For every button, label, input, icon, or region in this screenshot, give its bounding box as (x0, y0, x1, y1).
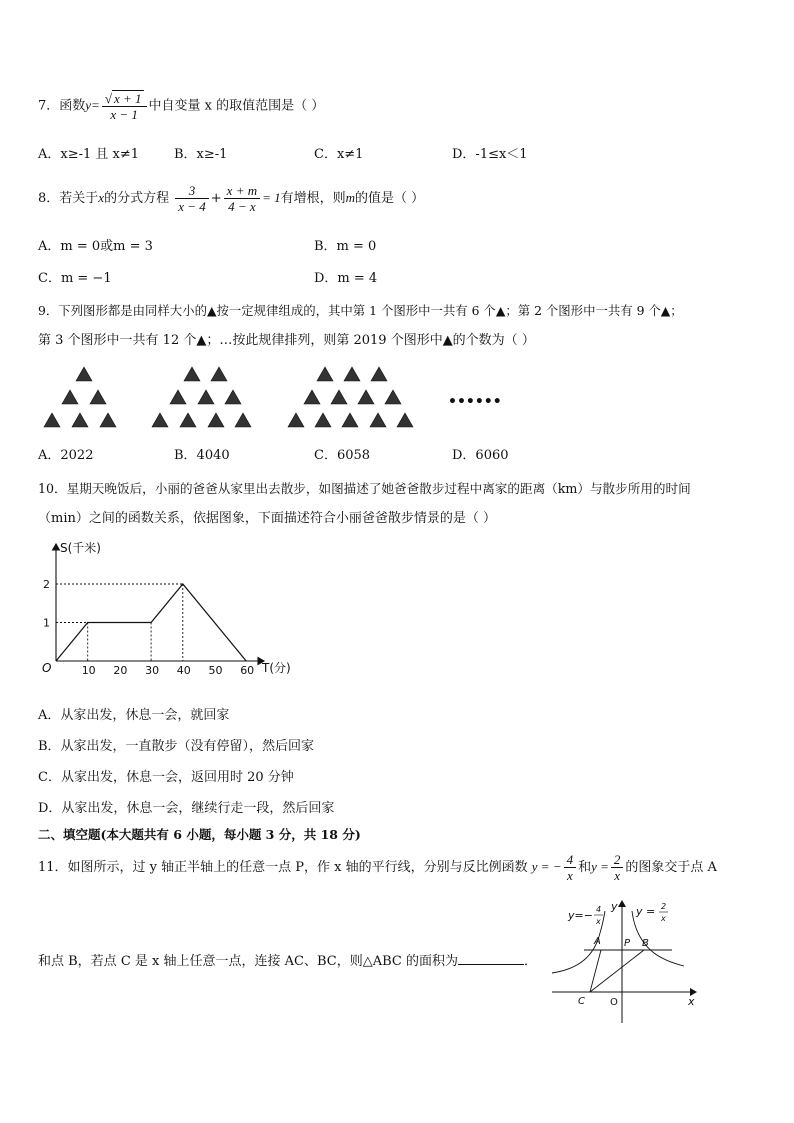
triangle-icon (342, 413, 358, 427)
triangle-icon (371, 367, 387, 381)
triangle-icon (317, 367, 333, 381)
label-x: x (688, 995, 695, 1008)
q9-option-c: C．6058 (314, 448, 371, 463)
q10-line1: 10．星期天晚饭后，小丽的爸爸从家里出去散步，如图描述了她爸爸散步过程中离家的距离（km）与散步所用的时间 (38, 481, 691, 496)
q7-option-d: D．-1≤x＜1 (452, 147, 528, 162)
q10-option-a: A．从家出发，休息一会，就回家 (38, 708, 230, 723)
q8-option-b: B．m = 0 (314, 239, 377, 254)
svg-text:4: 4 (596, 905, 602, 914)
triangle-icon (184, 367, 200, 381)
y-axis-label: S(千米) (60, 541, 101, 555)
q9-option-b: B．4040 (174, 448, 230, 463)
q7-fraction: $\frac{√ x + 1}{x - 1}$ (102, 90, 147, 122)
triangle-icon (370, 413, 386, 427)
q8-option-d: D．m = 4 (314, 271, 378, 286)
label-A: A (594, 936, 601, 947)
q10-option-c: C．从家出发，休息一会，返回用时 20 分钟 (38, 770, 294, 785)
q9-ellipsis: •••••• (448, 394, 502, 410)
q11-fraction-1: $\frac{4}{x}$ (564, 852, 577, 883)
svg-text:x: x (661, 914, 666, 923)
q11-fraction-2: $\frac{2}{x}$ (611, 852, 624, 883)
q7-prefix: 7．函数 (38, 98, 86, 114)
label-y: y (611, 900, 618, 913)
triangle-icon (304, 390, 320, 404)
label-P: P (624, 938, 631, 949)
q7-option-a: A．x≥-1 且 x≠1 (38, 147, 140, 162)
q11-figure (548, 897, 700, 1025)
triangle-icon (90, 390, 106, 404)
triangle-icon (288, 413, 304, 427)
triangle-icon (76, 367, 92, 381)
q7-yeq: y= (85, 97, 100, 113)
q8-stem: 8．若关于x的分式方程 $\frac{3}{x - 4}$ + $\frac{x + m}{4 - x}$ = 1有增根，则m的值是（ ） (38, 183, 425, 214)
triangle-icon (315, 413, 331, 427)
triangle-icon (397, 413, 413, 427)
triangle-icon (62, 390, 78, 404)
q7-option-b: B．x≥-1 (174, 147, 228, 162)
q7-option-c: C．x≠1 (314, 147, 364, 162)
triangle-icon (344, 367, 360, 381)
triangle-icon (72, 413, 88, 427)
triangle-icon (198, 390, 214, 404)
triangle-icon (385, 390, 401, 404)
label-C: C (578, 996, 585, 1007)
q8-option-a: A．m = 0或m = 3 (38, 239, 153, 254)
x-axis-label: T(分) (262, 661, 291, 675)
triangle-icon (152, 413, 168, 427)
answer-blank[interactable] (458, 952, 524, 965)
triangle-icon (235, 413, 251, 427)
q8-fraction-1: $\frac{3}{x - 4}$ (175, 183, 209, 214)
label-B: B (642, 938, 649, 949)
triangle-icon (331, 390, 347, 404)
triangle-icon (208, 413, 224, 427)
q7-suffix: 中自变量 x 的取值范围是（ ） (148, 98, 325, 114)
triangle-icon (180, 413, 196, 427)
q11-line2: 和点 B，若点 C 是 x 轴上任意一点，连接 AC、BC，则△ABC 的面积为 ． (38, 954, 537, 969)
label-f1: y=− (568, 909, 593, 922)
q8-fraction-2: $\frac{x + m}{4 - x}$ (224, 183, 260, 214)
triangle-icon (170, 390, 186, 404)
triangle-icon (358, 390, 374, 404)
triangle-icon (211, 367, 227, 381)
q10-distance-time-graph (36, 538, 298, 690)
x-tick-label: 10 (81, 664, 96, 677)
q11-line1: 11．如图所示，过 y 轴正半轴上的任意一点 P，作 x 轴的平行线，分别与反比例函数 y = − $\frac{4}{x}$ 和y = $\frac{2}{x}$ 的图象交于点 A (38, 852, 717, 883)
q10-option-d: D．从家出发，休息一会，继续行走一段，然后回家 (38, 801, 335, 816)
label-O: O (610, 997, 618, 1008)
x-tick-label: 40 (176, 664, 191, 677)
svg-text:x: x (596, 917, 601, 926)
q9-option-a: A．2022 (38, 448, 94, 463)
x-tick-label: 20 (113, 664, 128, 677)
q8-option-c: C．m = −1 (38, 271, 112, 286)
q9-line1: 9．下列图形都是由同样大小的▲按一定规律组成的，其中第 1 个图形中一共有 6 个▲；第 2 个图形中一共有 9 个▲； (38, 303, 683, 318)
triangle-icon (44, 413, 60, 427)
q7-stem (38, 90, 324, 122)
section-heading: 二、填空题(本大题共有 6 小题，每小题 3 分，共 18 分) (38, 827, 361, 842)
curve-2-over-x (632, 911, 684, 966)
x-tick-label: 50 (208, 664, 223, 677)
x-tick-label: 60 (240, 664, 255, 677)
q10-option-b: B．从家出发，一直散步（没有停留），然后回家 (38, 739, 315, 754)
origin-label: O (42, 661, 52, 675)
q9-line2: 第 3 个图形中一共有 12 个▲；…按此规律排列，则第 2019 个图形中▲的个数为（ ） (38, 333, 535, 348)
segment-ac (590, 950, 601, 992)
y-tick-label: 2 (43, 578, 50, 591)
x-tick-label: 30 (145, 664, 160, 677)
label-f2: y = (636, 905, 656, 918)
q9-triangle-figures (36, 362, 502, 440)
segment-bc (590, 950, 644, 992)
triangle-icon (100, 413, 116, 427)
svg-text:2: 2 (661, 902, 667, 911)
triangle-icon (225, 390, 241, 404)
q10-line2: （min）之间的函数关系，依据图象，下面描述符合小丽爸爸散步情景的是（ ） (38, 511, 496, 526)
q9-option-d: D．6060 (452, 448, 509, 463)
y-tick-label: 1 (43, 616, 50, 630)
